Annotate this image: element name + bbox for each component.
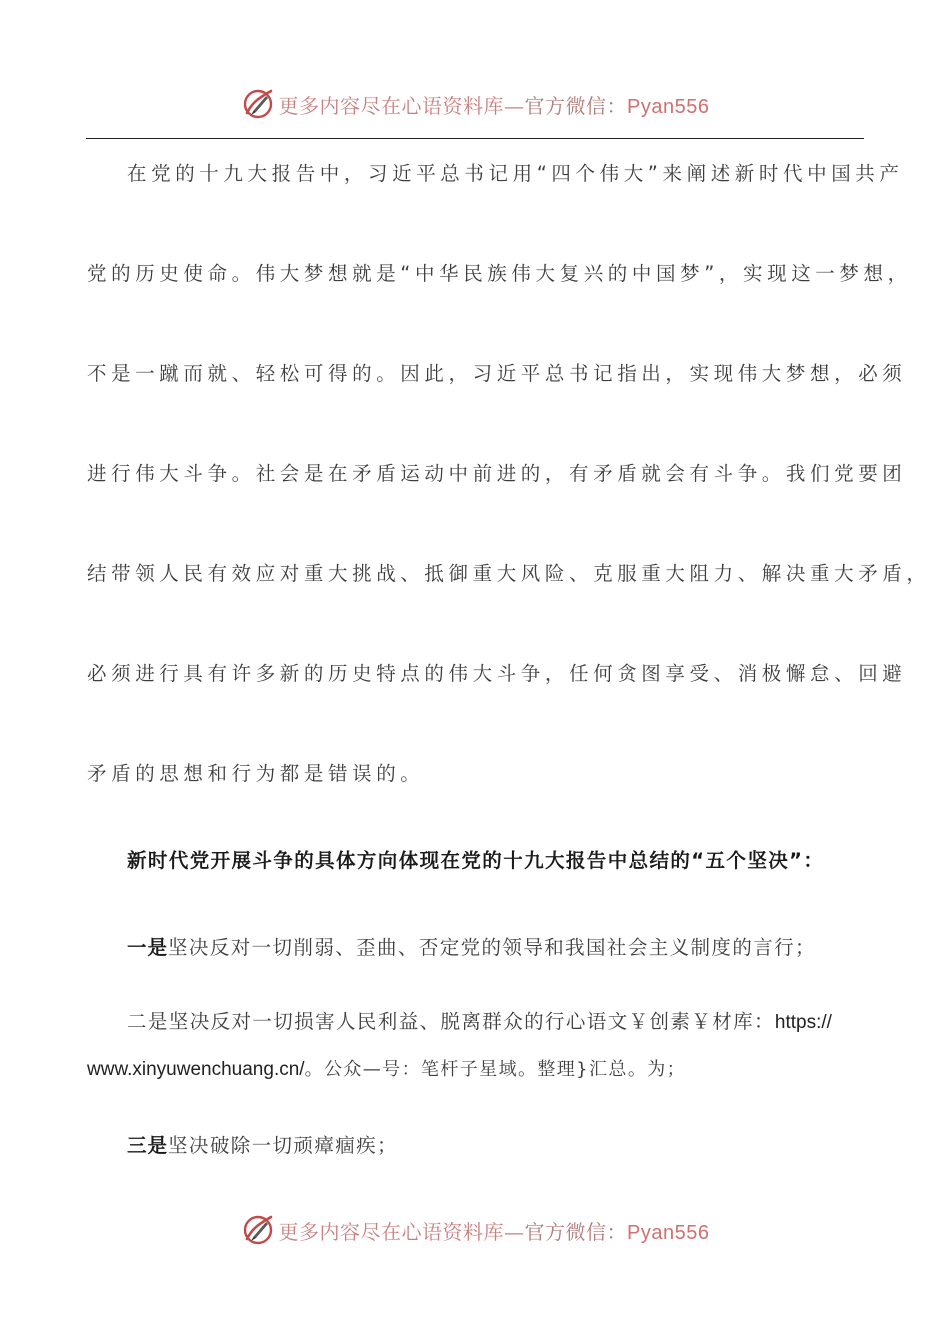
list-item-3 (127, 1130, 917, 1158)
section-heading: 新时代党开展斗争的具体方向体现在党的十九大报告中总结的“五个坚决”： (127, 849, 825, 872)
paragraph-line: 在党的十九大报告中，习近平总书记用“四个伟大”来阐述新时代中国共产 (127, 162, 904, 185)
paragraph-line: 结带领人民有效应对重大挑战、抵御重大风险、克服重大阻力、解决重大矛盾， (87, 562, 931, 585)
list-item-2 (127, 1006, 917, 1034)
website-link-part1[interactable]: https:// (774, 1012, 832, 1033)
paragraph-line: 矛盾的思想和行为都是错误的。 (87, 762, 425, 785)
list-item-text: 坚决反对一切削弱、歪曲、否定党的领导和我国社会主义制度的言行； (168, 936, 816, 959)
header-wechat-label: 官方微信： (524, 93, 628, 118)
list-item-1 (127, 932, 917, 960)
paragraph-line: 必须进行具有许多新的历史特点的伟大斗争，任何贪图享受、消极懈怠、回避 (87, 662, 907, 685)
list-item-text: 。公众—号：笔杆子星域。整理}汇总。为； (304, 1059, 687, 1080)
footer-text: 更多内容尽在心语资料库 (278, 1219, 505, 1244)
header-dash: — (504, 93, 525, 118)
footer-wechat-label: 官方微信： (524, 1219, 628, 1244)
paragraph-line: 党的历史使命。伟大梦想就是“中华民族伟大复兴的中国梦”，实现这一梦想， (87, 262, 912, 285)
footer-dash: — (504, 1219, 525, 1244)
header-text: 更多内容尽在心语资料库 (278, 93, 505, 118)
footer-wechat-id: Pyan556 (627, 1221, 710, 1244)
footer-banner (0, 1210, 950, 1250)
list-item-2-cont (87, 1055, 877, 1081)
pen-swirl-logo-icon (241, 1213, 275, 1247)
list-item-lead: 三是 (127, 1134, 169, 1157)
pen-swirl-logo-icon (241, 87, 275, 121)
header-wechat-id: Pyan556 (627, 95, 710, 118)
list-item-text: 坚决破除一切顽瘴痼疾； (168, 1134, 398, 1157)
paragraph-line: 不是一蹴而就、轻松可得的。因此，习近平总书记指出，实现伟大梦想，必须 (87, 362, 907, 385)
list-item-lead: 一是 (127, 936, 169, 959)
header-banner (0, 84, 950, 124)
header-divider (86, 138, 864, 139)
website-link-part2[interactable]: www.xinyuwenchuang.cn/ (87, 1059, 305, 1080)
paragraph-line: 进行伟大斗争。社会是在矛盾运动中前进的，有矛盾就会有斗争。我们党要团 (87, 462, 907, 485)
list-item-text: 二是坚决反对一切损害人民利益、脱离群众的行心语文￥创素￥材库： (127, 1010, 775, 1033)
